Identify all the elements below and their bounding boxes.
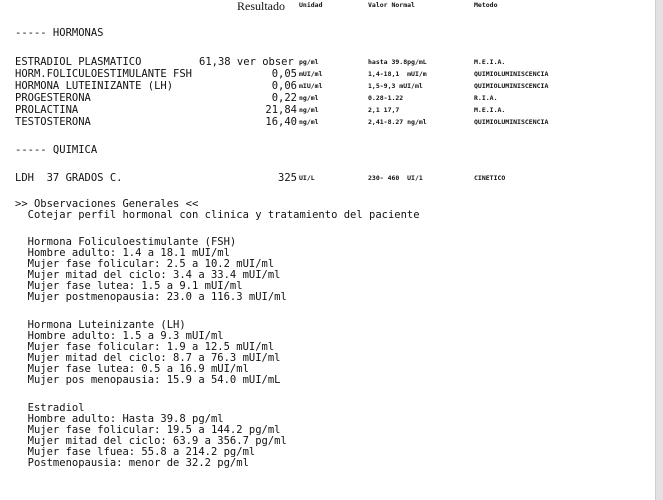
obs-block-title: Estradiol [15, 402, 85, 414]
test-normal: 1,4-18,1 mUI/m [368, 70, 427, 78]
observaciones-intro: Cotejar perfil hormonal con clinica y tratamiento del paciente [15, 209, 420, 221]
test-result: 0,05 [271, 68, 297, 80]
observaciones-title: >> Observaciones Generales << [15, 198, 199, 210]
obs-line: Mujer mitad del ciclo: 3.4 a 33.4 mUI/ml [15, 269, 281, 281]
obs-line: Mujer postmenopausia: 23.0 a 116.3 mUI/ml [15, 291, 287, 303]
page-edge-divider [655, 0, 663, 500]
obs-line: Hombre adulto: Hasta 39.8 pg/ml [15, 413, 224, 425]
test-unit: pg/ml [299, 58, 319, 66]
test-result: 16,40 [265, 116, 297, 128]
test-unit: ng/ml [299, 106, 319, 114]
test-normal: 2,41-8.27 ng/ml [368, 118, 427, 126]
test-name: TESTOSTERONA [15, 116, 91, 128]
header-resultado: Resultado [237, 0, 285, 13]
test-normal: 2,1 17,7 [368, 106, 400, 114]
test-unit: ng/ml [299, 94, 319, 102]
obs-line: Mujer mitad del ciclo: 63.9 a 356.7 pg/ml [15, 435, 287, 447]
section-hormonas: ----- HORMONAS [15, 27, 104, 39]
test-name: PROGESTERONA [15, 92, 91, 104]
obs-line: Mujer fase lutea: 0.5 a 16.9 mUI/ml [15, 363, 249, 375]
test-unit: ng/ml [299, 118, 319, 126]
test-name: HORM.FOLICULOESTIMULANTE FSH [15, 68, 193, 80]
test-result: 0,06 [271, 80, 297, 92]
obs-line: Mujer fase lfuea: 55.8 a 214.2 pg/ml [15, 446, 256, 458]
section-quimica: ----- QUIMICA [15, 144, 98, 156]
obs-line: Mujer fase folicular: 2.5 a 10.2 mUI/ml [15, 258, 275, 270]
obs-line: Mujer fase folicular: 19.5 a 144.2 pg/ml [15, 424, 281, 436]
obs-line: Postmenopausia: menor de 32.2 pg/ml [15, 457, 249, 469]
obs-block-title: Hormona Foliculoestimulante (FSH) [15, 236, 237, 248]
test-method: QUIMIOLUMINISCENCIA [474, 70, 549, 78]
test-result: 21,84 [265, 104, 297, 116]
header-valor-normal: Valor Normal [368, 1, 415, 9]
test-normal: 1,5-9,3 mUI/ml [368, 82, 423, 90]
obs-line: Hombre adulto: 1.4 a 18.1 mUI/ml [15, 247, 230, 259]
test-unit: UI/L [299, 174, 315, 182]
test-method: CINETICO [474, 174, 506, 182]
test-result: 325 [278, 172, 297, 184]
obs-line: Mujer fase lutea: 1.5 a 9.1 mUI/ml [15, 280, 243, 292]
test-result: 0,22 [271, 92, 297, 104]
obs-block-title: Hormona Luteinizante (LH) [15, 319, 186, 331]
test-unit: mUI/ml [299, 70, 323, 78]
header-metodo: Metodo [474, 1, 498, 9]
obs-line: Mujer mitad del ciclo: 8.7 a 76.3 mUI/ml [15, 352, 281, 364]
test-unit: mIU/ml [299, 82, 323, 90]
header-unidad: Unidad [299, 1, 323, 9]
test-normal: 230- 460 UI/1 [368, 174, 423, 182]
test-method: M.E.I.A. [474, 106, 506, 114]
test-result: 61,38 ver obser [199, 56, 294, 68]
obs-line: Mujer pos menopausia: 15.9 a 54.0 mUI/mL [15, 374, 281, 386]
test-method: QUIMIOLUMINISCENCIA [474, 118, 549, 126]
obs-line: Mujer fase folicular: 1.9 a 12.5 mUI/ml [15, 341, 275, 353]
test-method: M.E.I.A. [474, 58, 506, 66]
test-method: R.I.A. [474, 94, 498, 102]
test-name: PROLACTINA [15, 104, 79, 116]
test-normal: hasta 39.8pg/mL [368, 58, 427, 66]
test-method: QUIMIOLUMINISCENCIA [474, 82, 549, 90]
test-name: LDH 37 GRADOS C. [15, 172, 123, 184]
test-name: ESTRADIOL PLASMATICO [15, 56, 142, 68]
test-normal: 0.28-1.22 [368, 94, 404, 102]
test-name: HORMONA LUTEINIZANTE (LH) [15, 80, 174, 92]
obs-line: Hombre adulto: 1.5 a 9.3 mUI/ml [15, 330, 224, 342]
